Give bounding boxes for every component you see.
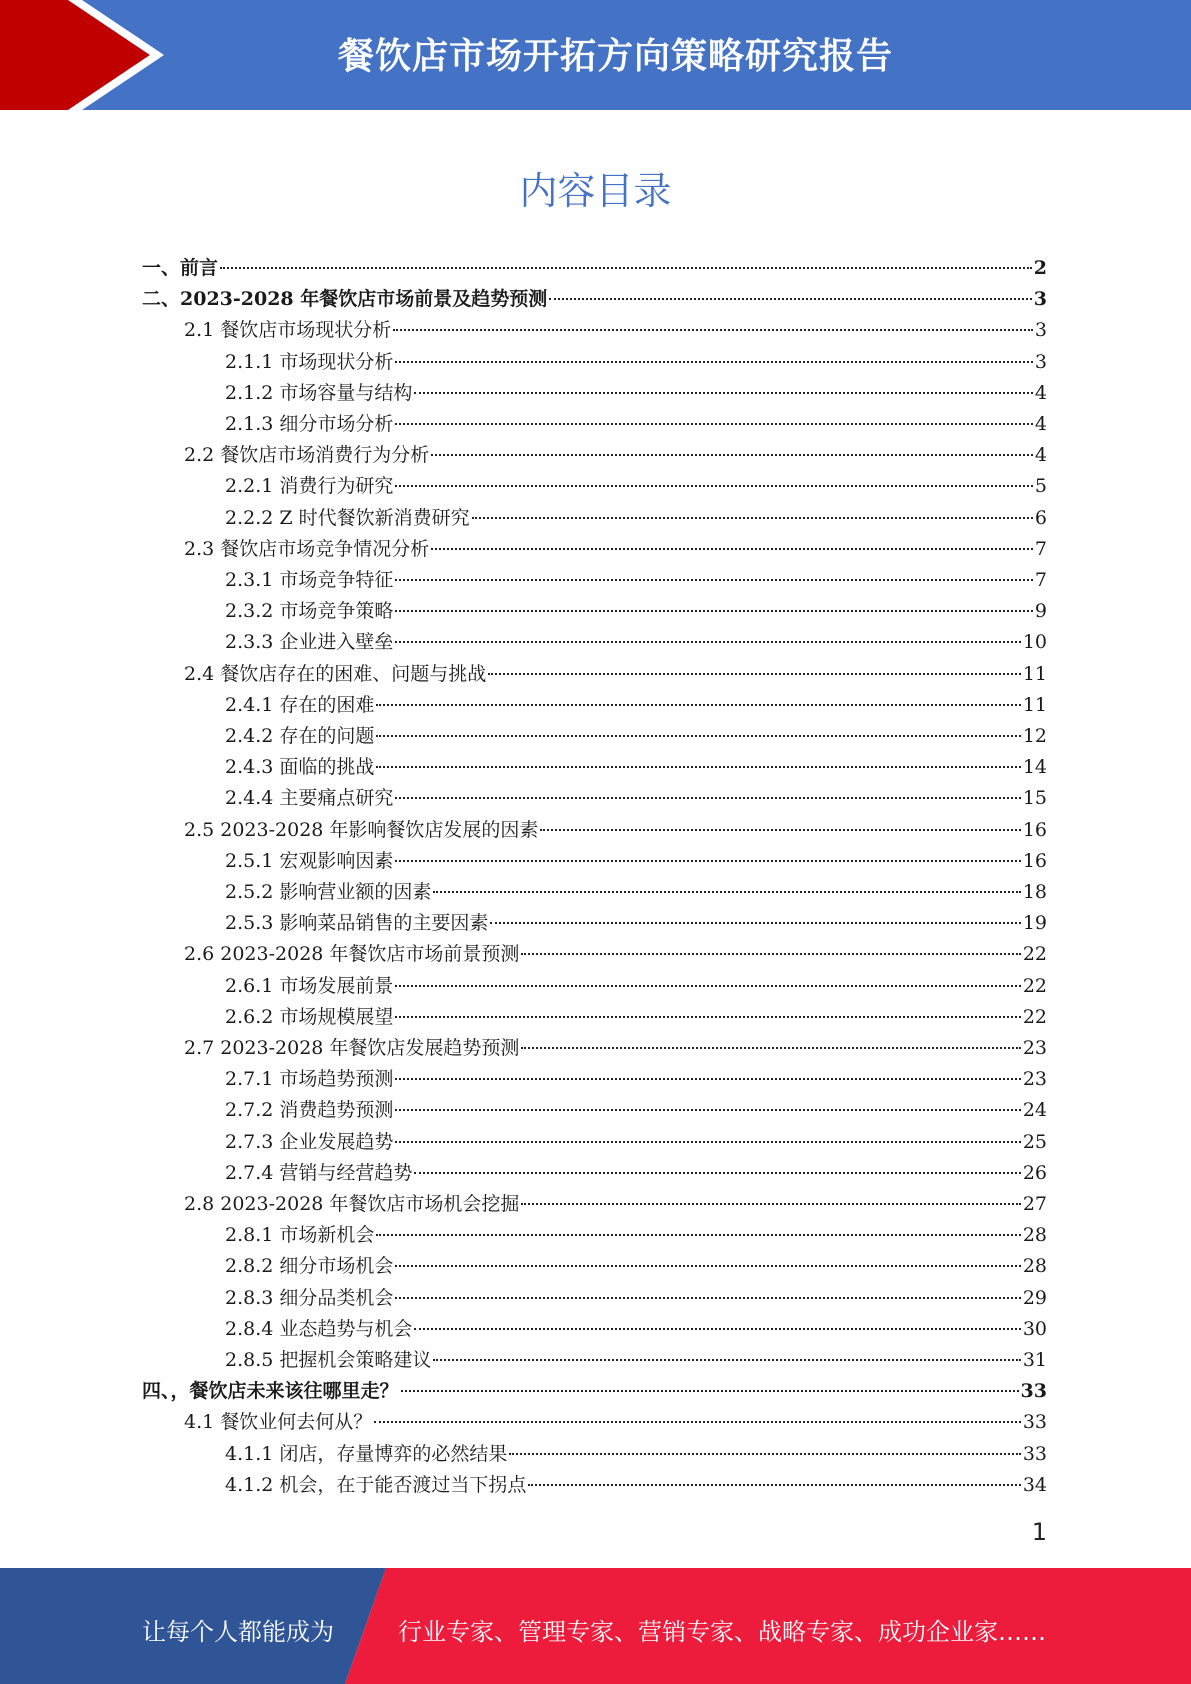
toc-entry[interactable] <box>225 877 1047 908</box>
toc-entry[interactable] <box>225 347 1047 378</box>
toc-entry[interactable] <box>225 1095 1047 1126</box>
toc-entry-page: 28 <box>1022 1224 1047 1247</box>
toc-title: 内容目录 <box>519 169 672 213</box>
toc-entry-label: 2.4.3 面临的挑战 <box>225 756 375 779</box>
toc-entry-page: 3 <box>1034 350 1047 373</box>
toc-dot-leader <box>376 735 1020 737</box>
toc-entry-page: 28 <box>1022 1255 1047 1278</box>
toc-entry-page: 22 <box>1022 943 1047 966</box>
toc-entry[interactable] <box>225 409 1047 440</box>
toc-entry-page: 3 <box>1034 319 1047 342</box>
toc-entry[interactable] <box>184 659 1047 690</box>
toc-entry-page: 26 <box>1022 1161 1047 1184</box>
toc-entry-label: 2.1 餐饮店市场现状分析 <box>184 319 392 342</box>
toc-entry-label: 4.1.2 机会，在于能否渡过当下拐点 <box>225 1473 527 1496</box>
toc-entry-page: 6 <box>1034 506 1047 529</box>
toc-dot-leader <box>395 860 1020 862</box>
toc-entry-page: 19 <box>1022 912 1047 935</box>
toc-entry-page: 23 <box>1022 1037 1047 1059</box>
toc-entry-label: 2.4.1 存在的困难 <box>225 693 375 716</box>
toc-entry[interactable] <box>225 503 1047 534</box>
toc-dot-leader <box>521 1203 1020 1205</box>
toc-entry[interactable] <box>225 1251 1047 1282</box>
toc-entry-label: 2.8 2023-2028 年餐饮店市场机会挖掘 <box>184 1193 520 1215</box>
toc-dot-leader <box>401 1390 1019 1392</box>
toc-dot-leader <box>220 267 1032 269</box>
toc-entry-page: 24 <box>1022 1099 1047 1122</box>
toc-dot-leader <box>433 1359 1020 1361</box>
toc-dot-leader <box>431 454 1033 456</box>
toc-dot-leader <box>521 1047 1020 1049</box>
header-title: 餐饮店市场开拓方向策略研究报告 <box>337 36 893 77</box>
toc-entry-label: 2.6.1 市场发展前景 <box>225 974 394 997</box>
toc-dot-leader <box>395 1297 1020 1299</box>
toc-entry-page: 27 <box>1022 1193 1047 1215</box>
toc-entry[interactable] <box>225 565 1047 596</box>
toc-entry[interactable] <box>184 440 1047 471</box>
toc-dot-leader <box>395 1109 1020 1111</box>
toc-entry-label: 4.1.1 闭店，存量博弈的必然结果 <box>225 1442 508 1465</box>
toc-entry-page: 11 <box>1022 693 1047 716</box>
toc-entry[interactable] <box>225 1220 1047 1251</box>
toc-entry-label: 2.1.2 市场容量与结构 <box>225 381 413 404</box>
toc-entry[interactable] <box>184 1033 1047 1064</box>
toc-dot-leader <box>376 766 1020 768</box>
toc-entry-page: 33 <box>1020 1380 1047 1403</box>
footer-slogan: 让每个人都能成为 <box>142 1618 334 1646</box>
toc-entry-label: 2.4 餐饮店存在的困难、问题与挑战 <box>184 662 487 685</box>
toc-entry[interactable] <box>225 1127 1047 1158</box>
header-banner <box>0 0 1191 110</box>
toc-dot-leader <box>490 922 1020 924</box>
toc-entry[interactable] <box>225 1439 1047 1470</box>
toc-dot-leader <box>395 485 1033 487</box>
toc-entry-page: 22 <box>1022 974 1047 997</box>
toc-entry-page: 3 <box>1033 288 1047 311</box>
toc-entry-page: 34 <box>1022 1473 1047 1496</box>
toc-dot-leader <box>395 361 1033 363</box>
toc-entry-page: 9 <box>1034 600 1047 623</box>
toc-dot-leader <box>509 1453 1020 1455</box>
toc-entry[interactable] <box>225 1002 1047 1033</box>
toc-dot-leader <box>376 704 1020 706</box>
toc-entry-page: 18 <box>1022 881 1047 903</box>
toc-entry[interactable] <box>225 690 1047 721</box>
toc-entry-label: 2.5.3 影响菜品销售的主要因素 <box>225 912 489 935</box>
toc-dot-leader <box>521 953 1020 955</box>
toc-entry-label: 2.3.3 企业进入壁垒 <box>225 631 394 654</box>
toc-entry[interactable] <box>225 471 1047 502</box>
toc-entry-label: 2.2 餐饮店市场消费行为分析 <box>184 444 430 467</box>
toc-entry-page: 4 <box>1034 381 1047 404</box>
toc-entry-page: 5 <box>1034 475 1047 498</box>
toc-entry-label: 2.8.4 业态趋势与机会 <box>225 1317 413 1340</box>
toc-entry[interactable] <box>225 721 1047 752</box>
toc-dot-leader <box>540 829 1020 831</box>
toc-entry-label: 2.5.1 宏观影响因素 <box>225 849 394 872</box>
toc-entry-label: 四、，餐饮店未来该往哪里走？ <box>142 1380 399 1403</box>
toc-entry-label: 2.6.2 市场规模展望 <box>225 1005 394 1028</box>
toc-entry-page: 33 <box>1022 1411 1047 1434</box>
toc-entry-page: 16 <box>1022 849 1047 872</box>
toc-dot-leader <box>393 329 1033 331</box>
toc-entry-label: 2.8.1 市场新机会 <box>225 1224 375 1247</box>
toc-dot-leader <box>414 1172 1020 1174</box>
toc-entry-label: 2.8.3 细分品类机会 <box>225 1286 394 1309</box>
footer-banner <box>0 1568 1191 1684</box>
toc-entry-label: 2.2.2 Z 时代餐饮新消费研究 <box>225 506 470 529</box>
toc-entry[interactable] <box>225 596 1047 627</box>
toc-entry[interactable] <box>184 939 1047 970</box>
toc-entry-label: 2.8.5 把握机会策略建议 <box>225 1349 432 1371</box>
toc-entry-label: 2.5.2 影响营业额的因素 <box>225 881 432 903</box>
footer-roles: 行业专家、管理专家、营销专家、战略专家、成功企业家…… <box>398 1618 1046 1646</box>
toc-entry-page: 10 <box>1022 631 1047 654</box>
toc-dot-leader <box>395 610 1033 612</box>
toc-dot-leader <box>431 548 1033 550</box>
toc-entry-page: 4 <box>1034 444 1047 467</box>
toc-entry[interactable] <box>225 1064 1047 1095</box>
toc-entry-page: 14 <box>1022 756 1047 779</box>
toc-dot-leader <box>395 797 1020 799</box>
toc-dot-leader <box>395 1141 1020 1143</box>
toc-entry-page: 4 <box>1034 413 1047 435</box>
toc-entry-label: 2.1.1 市场现状分析 <box>225 350 394 373</box>
toc-dot-leader <box>395 1078 1020 1080</box>
toc-entry-label: 4.1 餐饮业何去何从？ <box>184 1411 373 1434</box>
toc-entry[interactable] <box>184 815 1047 846</box>
toc-entry-page: 11 <box>1022 662 1047 685</box>
toc-entry-label: 2.2.1 消费行为研究 <box>225 475 394 498</box>
toc-entry[interactable] <box>225 1314 1047 1345</box>
toc-dot-leader <box>488 673 1021 675</box>
toc-entry-label: 2.7.3 企业发展趋势 <box>225 1130 394 1153</box>
toc-entry-label: 2.7 2023-2028 年餐饮店发展趋势预测 <box>184 1037 520 1059</box>
toc-entry[interactable] <box>184 1189 1047 1220</box>
toc-entry[interactable] <box>225 627 1047 658</box>
toc-dot-leader <box>395 579 1033 581</box>
toc-entry[interactable] <box>225 1283 1047 1314</box>
toc-entry[interactable] <box>225 378 1047 409</box>
toc-entry-label: 2.4.2 存在的问题 <box>225 725 375 747</box>
toc-entry[interactable] <box>225 1345 1047 1376</box>
toc-entry[interactable] <box>225 1158 1047 1189</box>
toc-entry-page: 31 <box>1022 1349 1047 1371</box>
toc-entry-label: 二、2023-2028 年餐饮店市场前景及趋势预测 <box>142 288 548 311</box>
toc-dot-leader <box>374 1421 1021 1423</box>
toc-dot-leader <box>395 1265 1020 1267</box>
toc-entry[interactable] <box>225 783 1047 814</box>
toc-entry[interactable] <box>225 908 1047 939</box>
toc-entry-label: 2.3.1 市场竞争特征 <box>225 569 394 591</box>
toc-dot-leader <box>433 891 1020 893</box>
toc-entry-label: 2.3.2 市场竞争策略 <box>225 600 394 623</box>
toc-entry-label: 2.4.4 主要痛点研究 <box>225 787 394 810</box>
toc-entry-page: 7 <box>1034 569 1047 591</box>
toc-entry-label: 2.7.2 消费趋势预测 <box>225 1099 394 1122</box>
toc-dot-leader <box>528 1484 1020 1486</box>
toc-dot-leader <box>549 298 1032 300</box>
toc-dot-leader <box>395 985 1020 987</box>
toc-entry-page: 33 <box>1022 1442 1047 1465</box>
toc-entry[interactable] <box>142 1376 1047 1407</box>
toc-entry[interactable] <box>225 971 1047 1002</box>
toc-entry-page: 29 <box>1022 1286 1047 1309</box>
toc-entry-page: 2 <box>1033 257 1047 279</box>
toc-entry-page: 22 <box>1022 1005 1047 1028</box>
toc-entry[interactable] <box>142 284 1047 315</box>
toc-entry[interactable] <box>225 846 1047 877</box>
toc-entry-page: 15 <box>1022 787 1047 810</box>
toc-entry-label: 2.5 2023-2028 年影响餐饮店发展的因素 <box>184 818 539 841</box>
toc-dot-leader <box>395 641 1020 643</box>
toc-entry-page: 23 <box>1022 1068 1047 1091</box>
toc-entry-label: 2.7.4 营销与经营趋势 <box>225 1161 413 1184</box>
toc-entry[interactable] <box>225 1470 1047 1501</box>
toc-entry-label: 2.6 2023-2028 年餐饮店市场前景预测 <box>184 943 520 966</box>
toc-entry-page: 12 <box>1022 725 1047 747</box>
toc-entry[interactable] <box>142 253 1047 284</box>
toc-dot-leader <box>414 392 1033 394</box>
toc-entry-label: 2.8.2 细分市场机会 <box>225 1255 394 1278</box>
toc-dot-leader <box>395 1016 1020 1018</box>
toc-entry-page: 7 <box>1034 537 1047 560</box>
toc-dot-leader <box>414 1328 1020 1330</box>
toc-entry[interactable] <box>184 315 1047 346</box>
toc-entry-page: 25 <box>1022 1130 1047 1153</box>
toc-dot-leader <box>376 1234 1020 1236</box>
toc-entry-label: 2.7.1 市场趋势预测 <box>225 1068 394 1091</box>
toc-entry[interactable] <box>184 534 1047 565</box>
page-number: 1 <box>1031 1518 1047 1546</box>
toc-entry[interactable] <box>184 1407 1047 1438</box>
toc-entry-label: 2.3 餐饮店市场竞争情况分析 <box>184 537 430 560</box>
toc-dot-leader <box>395 423 1033 425</box>
toc-dot-leader <box>472 517 1033 519</box>
toc-entry[interactable] <box>225 752 1047 783</box>
toc-entry-label: 一、前言 <box>142 257 219 279</box>
toc-entry-label: 2.1.3 细分市场分析 <box>225 413 394 435</box>
toc-entry-page: 16 <box>1022 818 1047 841</box>
toc-entry-page: 30 <box>1022 1317 1047 1340</box>
